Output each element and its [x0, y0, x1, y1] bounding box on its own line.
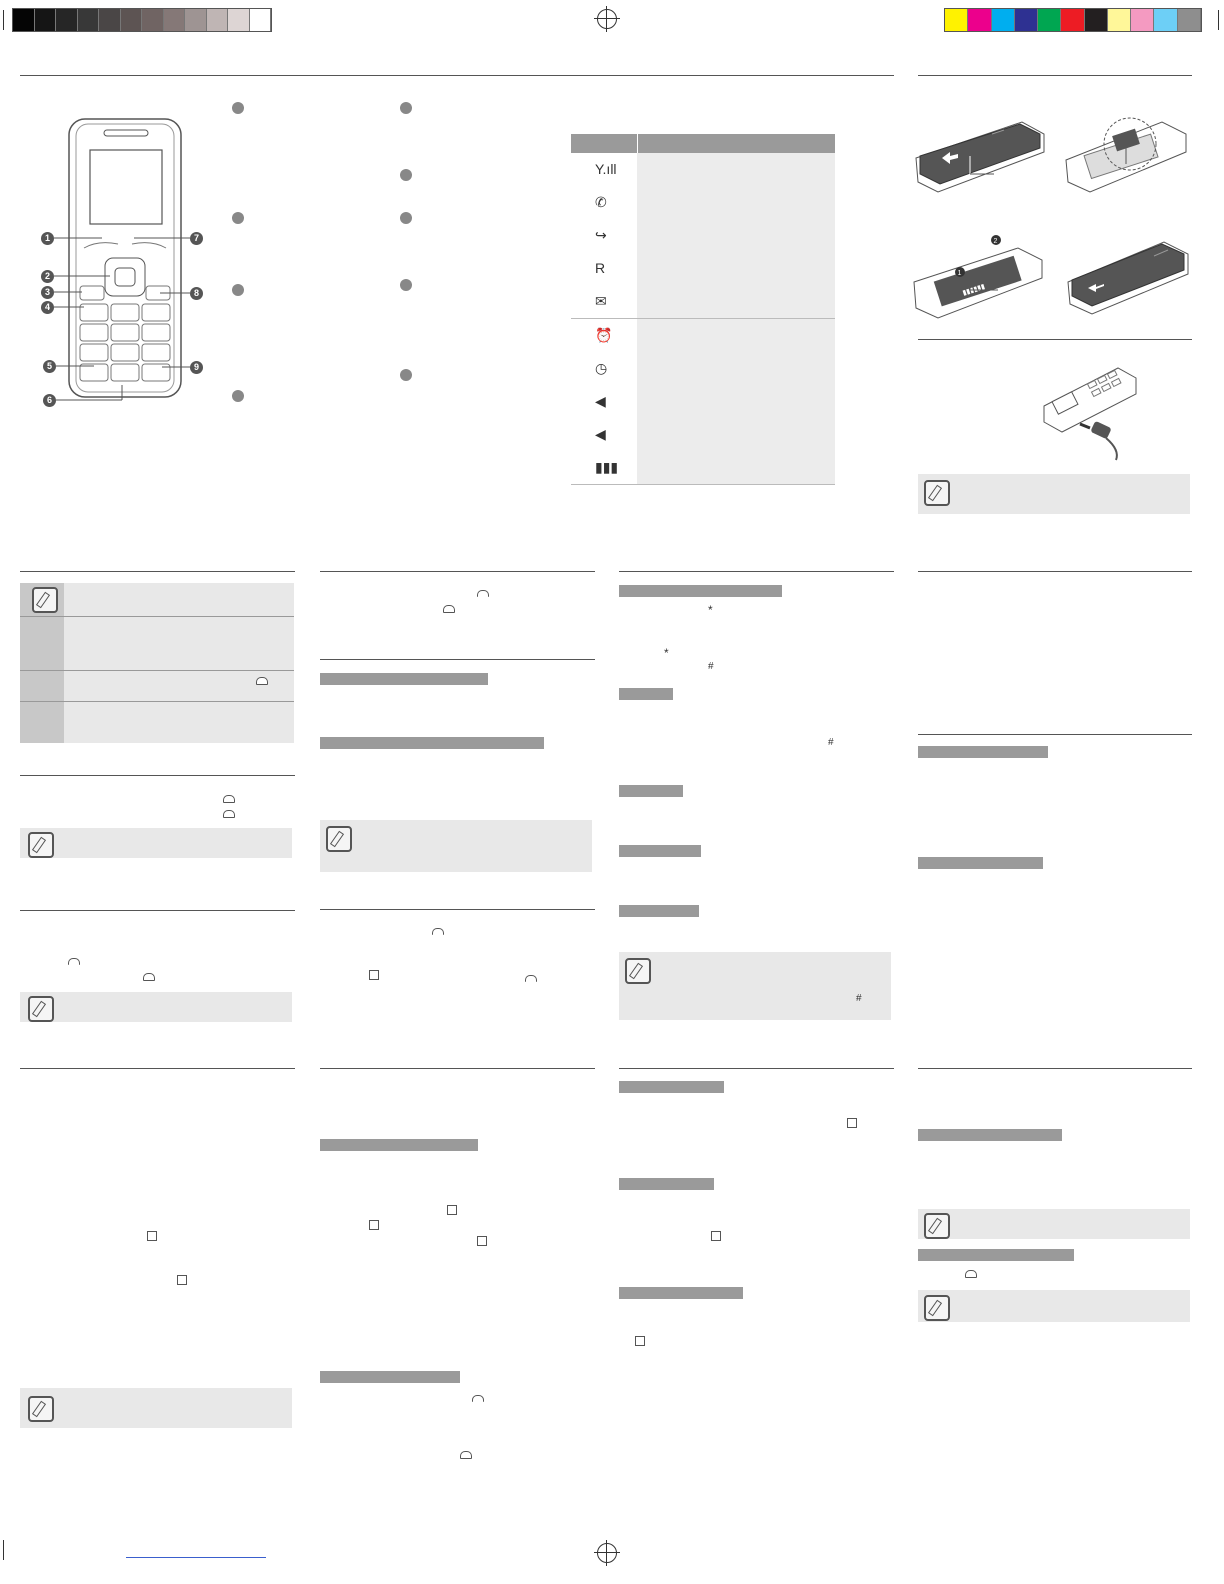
menu-key-icon	[369, 1220, 379, 1230]
key-bullet	[400, 279, 412, 291]
info-table	[20, 583, 294, 743]
menu-key-icon	[477, 1236, 487, 1246]
note-icon	[28, 832, 54, 858]
status-icon-row	[571, 285, 835, 319]
subheading-bar	[320, 1139, 478, 1151]
subheading-bar	[320, 673, 488, 685]
color-swatch	[164, 9, 186, 31]
callout-3: 3	[41, 286, 54, 299]
key-bullet	[400, 369, 412, 381]
footer-link-line	[126, 1557, 266, 1558]
callout-2: 2	[41, 270, 54, 283]
color-swatch	[13, 9, 35, 31]
note-icon	[625, 958, 651, 984]
subheading-bar	[918, 1129, 1062, 1141]
key-bullet	[232, 212, 244, 224]
new-message-icon: ✉	[595, 293, 607, 310]
color-swatch	[121, 9, 143, 31]
end-key-icon	[965, 1270, 977, 1278]
note-box	[918, 1209, 1190, 1239]
note-box	[20, 1388, 292, 1428]
end-key-icon	[443, 605, 455, 613]
subheading-bar	[918, 1249, 1074, 1261]
key-bullet	[400, 212, 412, 224]
color-swatch	[1085, 9, 1108, 31]
end-key-icon	[223, 795, 235, 803]
color-swatch	[1061, 9, 1084, 31]
subheading-bar	[918, 857, 1043, 869]
color-swatch	[250, 9, 272, 31]
color-swatch	[1154, 9, 1177, 31]
key-bullet	[400, 102, 412, 114]
section-rule	[918, 734, 1192, 735]
callout-6: 6	[43, 394, 56, 407]
section-rule	[20, 75, 894, 76]
alarm-icon: ⏰	[595, 326, 613, 343]
insert-sim-illustration	[1062, 110, 1192, 205]
note-icon	[28, 996, 54, 1022]
remove-cover-illustration	[912, 112, 1048, 207]
note-icon	[326, 826, 352, 852]
note-icon	[924, 480, 950, 506]
callout-leader-lines	[50, 230, 200, 405]
color-swatch	[1178, 9, 1201, 31]
note-icon	[32, 587, 58, 613]
registration-mark-icon	[597, 1543, 617, 1563]
subheading-bar	[619, 688, 673, 700]
callout-8: 8	[190, 287, 203, 300]
note-box	[320, 820, 592, 872]
note-box	[20, 828, 292, 858]
key-bullet	[232, 284, 244, 296]
key-bullet	[232, 390, 244, 402]
color-swatch	[207, 9, 229, 31]
roaming-icon: R	[595, 260, 606, 277]
key-bullet	[400, 169, 412, 181]
process-color-bar	[944, 8, 1202, 32]
hash-key-symbol: #	[828, 737, 834, 748]
callout-5: 5	[43, 360, 56, 373]
color-swatch	[1131, 9, 1154, 31]
step-1-label: 1	[957, 270, 962, 277]
section-rule	[20, 571, 295, 572]
section-rule	[918, 571, 1192, 572]
section-rule	[320, 909, 595, 910]
status-table-header	[571, 134, 835, 153]
note-icon	[924, 1295, 950, 1321]
section-rule	[918, 339, 1192, 340]
end-key-icon	[460, 1451, 472, 1459]
registration-mark-icon	[597, 9, 617, 29]
subheading-bar	[320, 1371, 460, 1383]
replace-cover-illustration	[1064, 232, 1194, 327]
step-2-label: 2	[993, 238, 998, 245]
menu-key-icon	[369, 970, 379, 980]
status-icon-row	[571, 186, 835, 220]
callout-9: 9	[190, 361, 203, 374]
svg-text:▮▮▮▮▮▮: ▮▮▮▮▮▮	[961, 283, 986, 298]
call-key-icon	[68, 958, 80, 965]
menu-key-icon	[847, 1118, 857, 1128]
color-swatch	[99, 9, 121, 31]
call-key-icon	[432, 928, 444, 935]
crop-mark	[1218, 10, 1219, 30]
note-box	[619, 952, 891, 1020]
subheading-bar	[619, 1287, 743, 1299]
status-icon-row	[571, 252, 835, 286]
menu-key-icon	[711, 1231, 721, 1241]
subheading-bar	[320, 737, 544, 749]
section-rule	[20, 910, 295, 911]
section-rule	[918, 75, 1192, 76]
status-icon-row	[571, 451, 835, 485]
hash-key-symbol: #	[708, 661, 714, 672]
section-rule	[619, 1068, 894, 1069]
menu-key-icon	[177, 1275, 187, 1285]
end-key-icon	[223, 810, 235, 818]
color-swatch	[1108, 9, 1131, 31]
charging-note	[918, 474, 1190, 514]
call-in-progress-icon: ✆	[595, 194, 607, 211]
grayscale-color-bar	[12, 8, 272, 32]
call-key-icon	[477, 590, 489, 597]
subheading-bar	[918, 746, 1048, 758]
status-icon-row	[571, 385, 835, 419]
end-key-icon	[256, 677, 268, 685]
subheading-bar	[619, 1178, 714, 1190]
status-icon-row	[571, 219, 835, 253]
charger-illustration	[1040, 366, 1140, 467]
status-icon-row	[571, 153, 835, 187]
note-icon	[28, 1396, 54, 1422]
silent-profile-icon: ◀	[595, 425, 606, 442]
callout-1: 1	[41, 232, 54, 245]
color-swatch	[992, 9, 1015, 31]
subheading-bar	[619, 845, 701, 857]
sound-profile-icon: ◀	[595, 392, 606, 409]
section-rule	[20, 775, 295, 776]
subheading-bar	[619, 785, 683, 797]
menu-key-icon	[147, 1231, 157, 1241]
color-swatch	[142, 9, 164, 31]
color-swatch	[78, 9, 100, 31]
key-bullet	[232, 102, 244, 114]
call-key-icon	[472, 1395, 484, 1402]
clock-icon: ◷	[595, 359, 608, 376]
menu-key-icon	[447, 1205, 457, 1215]
insert-battery-illustration	[910, 232, 1050, 327]
color-swatch	[945, 9, 968, 31]
color-swatch	[968, 9, 991, 31]
callout-7: 7	[190, 232, 203, 245]
section-rule	[918, 1068, 1192, 1069]
color-swatch	[1038, 9, 1061, 31]
section-rule	[320, 1068, 595, 1069]
subheading-bar	[619, 585, 782, 597]
menu-key-icon	[635, 1336, 645, 1346]
color-swatch	[56, 9, 78, 31]
call-key-icon	[525, 975, 537, 982]
color-swatch	[185, 9, 207, 31]
section-rule	[20, 1068, 295, 1069]
call-forwarding-icon: ↪	[595, 227, 607, 244]
subheading-bar	[619, 1081, 724, 1093]
signal-strength-icon: Y.ıll	[595, 161, 617, 177]
section-rule	[619, 571, 894, 572]
section-rule	[320, 571, 595, 572]
note-icon	[924, 1213, 950, 1239]
section-rule	[320, 659, 595, 660]
star-key-symbol: *	[708, 603, 713, 617]
callout-4: 4	[41, 301, 54, 314]
subheading-bar	[619, 905, 699, 917]
note-box	[918, 1290, 1190, 1322]
status-icon-row	[571, 352, 835, 386]
star-key-symbol: *	[664, 646, 669, 660]
crop-mark	[3, 10, 4, 30]
note-box	[20, 992, 292, 1022]
color-swatch	[1015, 9, 1038, 31]
status-icon-row	[571, 418, 835, 452]
crop-mark	[3, 1540, 4, 1560]
hash-key-symbol: #	[856, 993, 862, 1004]
status-icon-row	[571, 319, 835, 353]
end-key-icon	[143, 973, 155, 981]
color-swatch	[228, 9, 250, 31]
battery-icon: ▮▮▮	[595, 458, 619, 475]
color-swatch	[35, 9, 57, 31]
